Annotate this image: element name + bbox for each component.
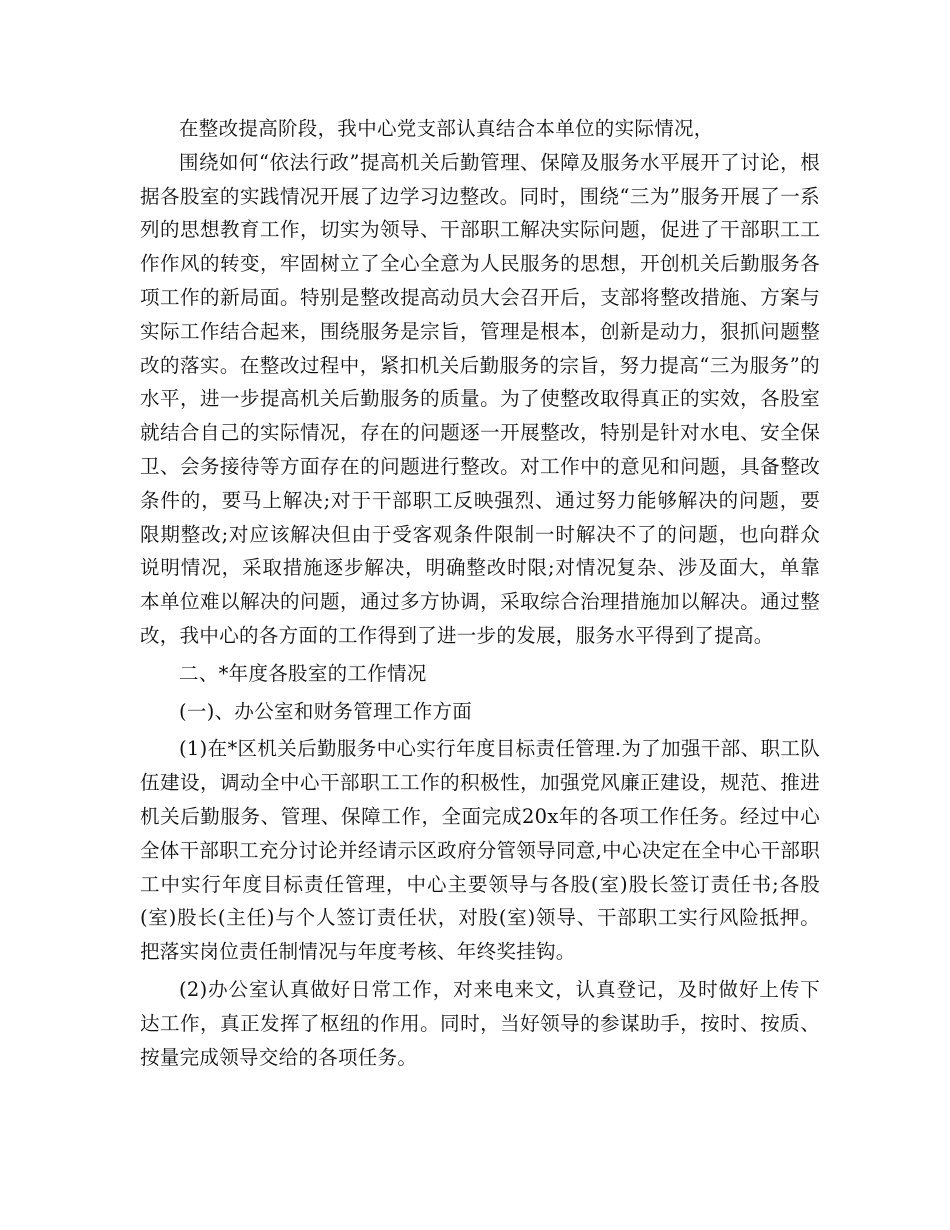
section-heading-annual-work: 二、*年度各股室的工作情况: [179, 661, 427, 685]
subsection-heading-office-finance: (一)、办公室和财务管理工作方面: [179, 699, 473, 723]
paragraph-item-2: (2)办公室认真做好日常工作，对来电来文，认真登记，及时做好上传下达工作，真正发挥了枢纽的作用。同时，当好领导的参谋助手，按时、按质、按量完成领导交给的各项任务。: [140, 977, 820, 1069]
paragraph-rectification: 围绕如何“依法行政”提高机关后勤管理、保障及服务水平展开了讨论，根据各股室的实践情况开展了边学习边整改。同时，围绕“三为”服务开展了一系列的思想教育工作，切实为领导、干部职工解决实际问题，促进了干部职工工作作风的转变，牢固树立了全心全意为人民服务的思想，开创机关后勤服务各项工作的新局面。特别是整改提高动员大会召开后，支部将整改措施、方案与实际工作结合起来，围绕服务是宗旨，管理是根本，创新是动力，狠抓问题整改的落实。在整改过程中，紧扣机关后勤服务的宗旨，努力提高“三为服务”的水平，进一步提高机关后勤服务的质量。为了使整改取得真正的实效，各股室就结合自己的实际情况，存在的问题逐一开展整改，特别是针对水电、安全保卫、会务接待等方面存在的问题进行整改。对工作中的意见和问题，具备整改条件的，要马上解决;对于干部职工反映强烈、通过努力能够解决的问题，要限期整改;对应该解决但由于受客观条件限制一时解决不了的问题，也向群众说明情况，采取措施逐步解决，明确整改时限;对情况复杂、涉及面大，单靠本单位难以解决的问题，通过多方协调，采取综合治理措施加以解决。通过整改，我中心的各方面的工作得到了进一步的发展，服务水平得到了提高。: [140, 150, 820, 647]
paragraph-intro: 在整改提高阶段，我中心党支部认真结合本单位的实际情况，: [179, 117, 714, 140]
paragraph-item-1: (1)在*区机关后勤服务中心实行年度目标责任管理.为了加强干部、职工队伍建设，调动全中心干部职工工作的积极性，加强党风廉正建设，规范、推进机关后勤服务、管理、保障工作，全面完成20x年的各项工作任务。经过中心全体干部职工充分讨论并经请示区政府分管领导同意,中心决定在全中心干部职工中实行年度目标责任管理，中心主要领导与各股(室)股长签订责任书;各股(室)股长(主任)与个人签订责任状，对股(室)领导、干部职工实行风险抵押。把落实岗位责任制情况与年度考核、年终奖挂钩。: [140, 737, 820, 964]
document-body: [140, 112, 820, 1074]
